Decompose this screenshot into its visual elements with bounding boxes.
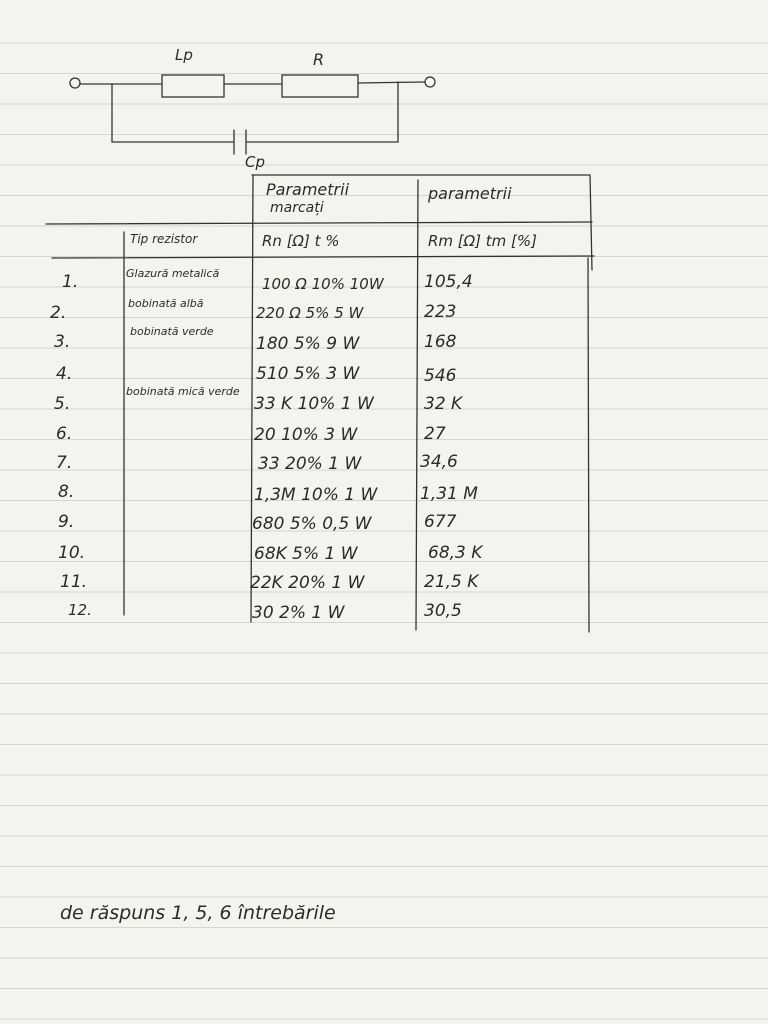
row-11-marked: 22K 20% 1 W — [250, 573, 365, 593]
inductor-lp — [162, 75, 224, 97]
row-8-marked: 1,3M 10% 1 W — [254, 485, 378, 505]
row-2-marked: 220 Ω 5% 5 W — [256, 304, 364, 322]
col-measured-header: Rm [Ω] tm [%] — [428, 232, 537, 250]
row-10-nr: 10. — [58, 543, 86, 563]
row-11-nr: 11. — [60, 572, 88, 592]
row-5-type: bobinată mică verde — [126, 385, 240, 398]
row-1-type: Glazură metalică — [126, 267, 220, 280]
row-8-measured: 1,31 M — [420, 484, 478, 504]
row-6-measured: 27 — [424, 424, 446, 444]
col-type-header: Tip rezistor — [130, 232, 198, 246]
wire-parallel — [112, 82, 398, 142]
row-4-marked: 510 5% 3 W — [256, 364, 360, 384]
footer-note: de răspuns 1, 5, 6 întrebările — [60, 902, 336, 924]
row-8-nr: 8. — [58, 482, 75, 502]
row-4-nr: 4. — [56, 364, 73, 384]
row-1-marked: 100 Ω 10% 10W — [262, 275, 384, 293]
header-measured: parametrii — [428, 184, 512, 203]
grid-col-right — [588, 258, 589, 632]
col-marked-header: Rn [Ω] t % — [262, 232, 340, 250]
row-2-nr: 2. — [50, 303, 67, 323]
row-3-type: bobinată verde — [130, 325, 214, 338]
row-10-measured: 68,3 K — [428, 543, 483, 563]
row-7-marked: 33 20% 1 W — [258, 454, 362, 474]
row-1-nr: 1. — [62, 272, 79, 292]
terminal-right — [425, 77, 435, 87]
row-4-measured: 546 — [424, 366, 457, 386]
row-3-measured: 168 — [424, 332, 457, 352]
row-1-measured: 105,4 — [424, 272, 473, 292]
grid-col-measured — [416, 180, 418, 630]
row-2-measured: 223 — [424, 302, 457, 322]
row-5-marked: 33 K 10% 1 W — [254, 394, 374, 414]
row-10-marked: 68K 5% 1 W — [254, 544, 358, 564]
row-12-nr: 12. — [68, 601, 92, 619]
grid-header-divider — [46, 222, 592, 224]
row-5-measured: 32 K — [424, 394, 463, 414]
label-r: R — [313, 50, 325, 69]
grid-row-header-bottom — [52, 256, 594, 258]
row-12-marked: 30 2% 1 W — [252, 603, 345, 623]
row-7-measured: 34,6 — [420, 452, 458, 472]
header-marked-line1: Parametrii — [266, 180, 350, 199]
label-lp: Lp — [175, 46, 193, 64]
capacitor-cp — [234, 130, 246, 154]
row-9-measured: 677 — [424, 512, 457, 532]
label-cp: Cp — [245, 153, 265, 171]
row-3-nr: 3. — [54, 332, 71, 352]
row-6-marked: 20 10% 3 W — [254, 425, 358, 445]
row-7-nr: 7. — [56, 453, 73, 473]
row-3-marked: 180 5% 9 W — [256, 334, 360, 354]
row-6-nr: 6. — [56, 424, 73, 444]
row-12-measured: 30,5 — [424, 601, 462, 621]
row-2-type: bobinată albă — [128, 297, 204, 310]
resistor-r — [282, 75, 358, 97]
header-marked-line2: marcați — [270, 200, 324, 216]
wire-top — [80, 82, 425, 84]
terminal-left — [70, 78, 80, 88]
grid-col-marked — [251, 175, 253, 622]
row-9-marked: 680 5% 0,5 W — [252, 514, 372, 534]
row-5-nr: 5. — [54, 394, 71, 414]
row-11-measured: 21,5 K — [424, 572, 479, 592]
row-9-nr: 9. — [58, 512, 75, 532]
